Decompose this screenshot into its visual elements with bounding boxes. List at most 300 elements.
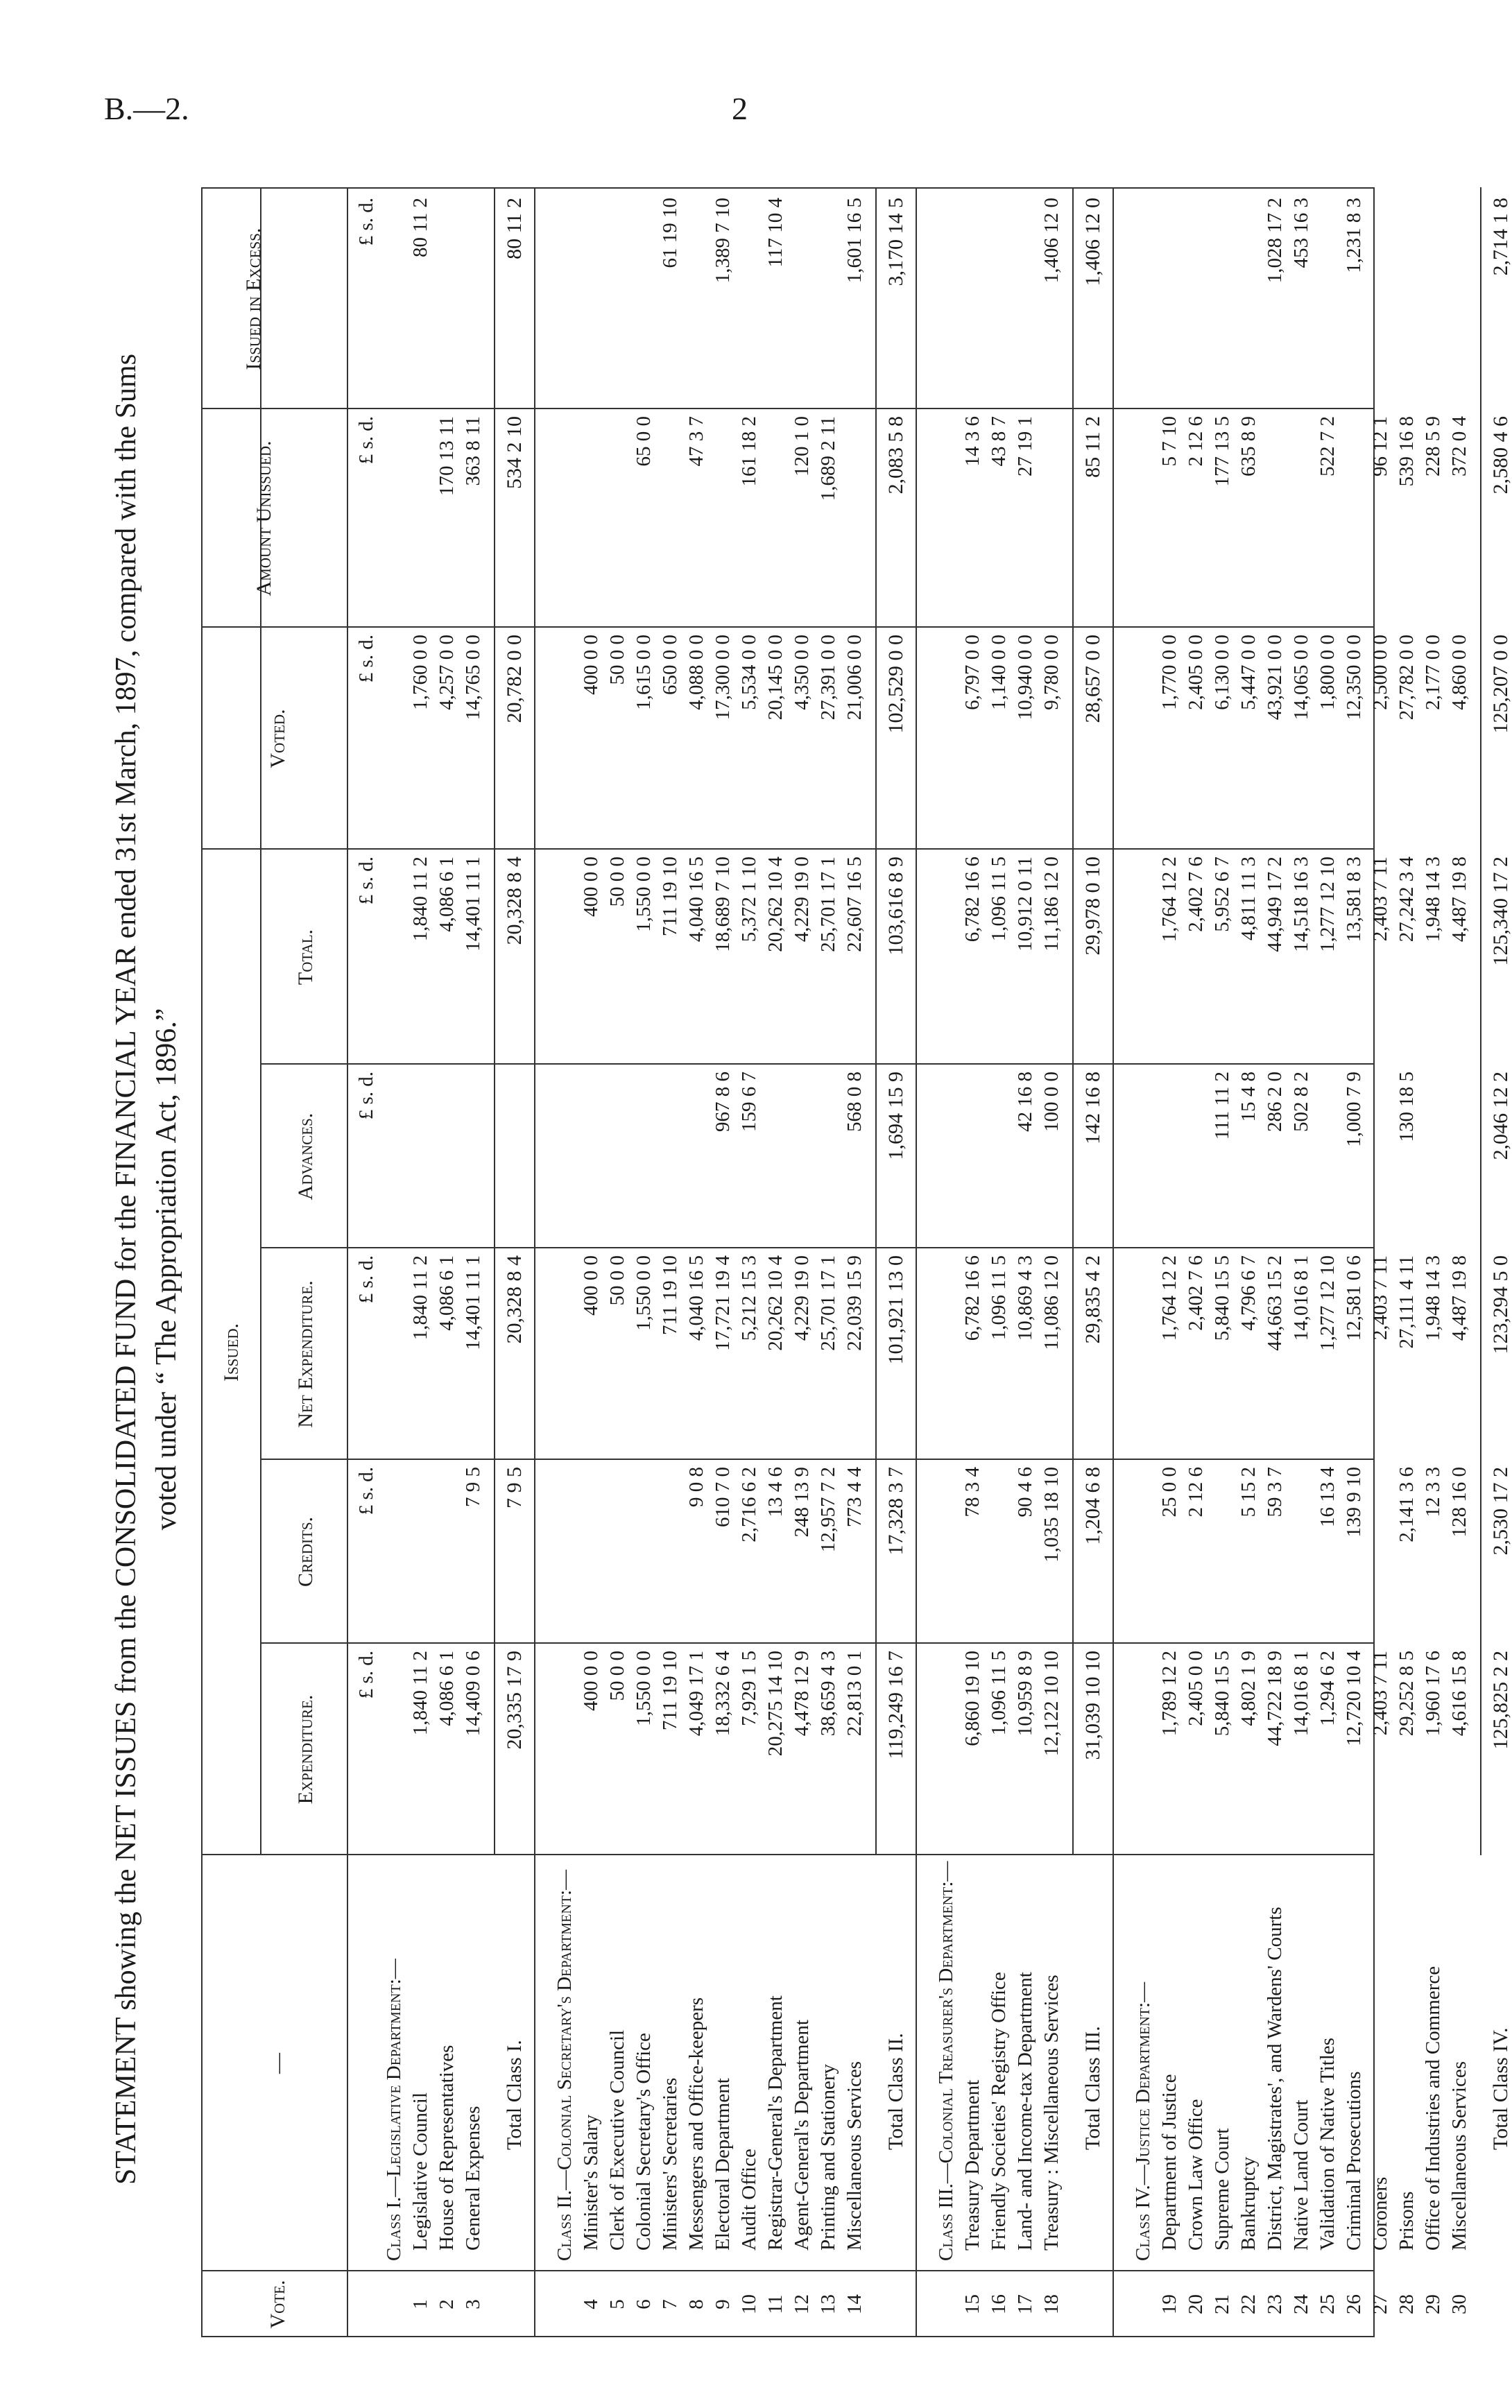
cell-voted: 43,921 0 0	[1264, 635, 1286, 721]
cell-net: 25,701 17 1	[817, 1255, 839, 1351]
cell-exp: 1,550 0 0	[633, 1651, 655, 1726]
cell-voted: 12,350 0 0	[1343, 635, 1365, 721]
lsd-unit-label: £ s. d.	[355, 635, 377, 683]
cell-exp: 711 19 10	[659, 1651, 681, 1730]
cell-net: 4,487 19 8	[1448, 1255, 1470, 1341]
cell-voted: 2,405 0 0	[1185, 635, 1207, 710]
cell-tot: 1,550 0 0	[633, 857, 655, 932]
total-voted: 125,207 0 0	[1489, 635, 1512, 734]
vote-number: 26	[1343, 2294, 1365, 2314]
cell-exp: 1,294 6 2	[1316, 1651, 1339, 1726]
cell-unissued: 43 8 7	[988, 416, 1010, 467]
cell-adv: 568 0 8	[843, 1072, 866, 1132]
cell-net: 1,096 11 5	[988, 1255, 1010, 1341]
cell-tot: 6,782 16 6	[961, 857, 983, 943]
cell-exp: 22,813 0 1	[843, 1651, 866, 1737]
cell-voted: 1,800 0 0	[1316, 635, 1339, 710]
cell-net: 1,277 12 10	[1316, 1255, 1339, 1351]
lsd-unit-label: £ s. d.	[355, 416, 377, 465]
cell-cred: 16 13 4	[1316, 1467, 1339, 1527]
total-excess: 80 11 2	[503, 198, 526, 259]
cell-exp: 38,659 4 3	[817, 1651, 839, 1737]
cell-exp: 4,049 17 1	[685, 1651, 707, 1737]
total-rule	[1480, 187, 1481, 1855]
cell-tot: 2,403 7 11	[1369, 857, 1391, 942]
statement-table	[201, 187, 1512, 2337]
lsd-unit-label: £ s. d.	[355, 1651, 377, 1699]
lsd-unit-label: £ s. d.	[355, 1072, 377, 1120]
vote-name: Prisons	[1395, 2191, 1418, 2251]
class-total-label: Total Class II.	[884, 2033, 907, 2150]
cell-exp: 4,478 12 9	[791, 1651, 813, 1737]
vote-name: Clerk of Executive Council	[606, 2029, 628, 2251]
cell-net: 11,086 12 0	[1040, 1255, 1063, 1350]
cell-unissued: 228 5 9	[1422, 416, 1444, 476]
vote-number: 20	[1185, 2294, 1207, 2314]
cell-excess: 117 10 4	[764, 198, 787, 268]
vote-name: Supreme Court	[1211, 2128, 1233, 2251]
vote-name: District, Magistrates', and Wardens' Courts	[1264, 1907, 1286, 2251]
cell-tot: 1,096 11 5	[988, 857, 1010, 942]
cell-exp: 1,096 11 5	[988, 1651, 1010, 1736]
total-adv: 142 16 8	[1081, 1072, 1104, 1144]
header-total: Total.	[294, 929, 317, 986]
cell-exp: 44,722 18 9	[1264, 1651, 1286, 1746]
vote-name: Printing and Stationery	[817, 2063, 839, 2251]
vote-name: Land- and Income-tax Department	[1014, 1972, 1036, 2251]
vote-number: 2	[436, 2299, 458, 2310]
vote-number: 12	[791, 2294, 813, 2314]
cell-exp: 18,332 6 4	[712, 1651, 734, 1737]
total-net: 101,921 13 0	[884, 1255, 907, 1365]
cell-exp: 4,086 6 1	[436, 1651, 458, 1726]
vote-name: Bankruptcy	[1237, 2156, 1260, 2251]
vote-name: Coroners	[1369, 2176, 1391, 2251]
vote-number: 18	[1040, 2294, 1063, 2314]
class-heading: Class IV.—Justice Department:—	[1132, 1981, 1154, 2261]
cell-exp: 20,275 14 10	[764, 1651, 787, 1757]
cell-adv: 42 16 8	[1014, 1072, 1036, 1132]
vote-number: 21	[1211, 2294, 1233, 2314]
cell-cred: 9 0 8	[685, 1467, 707, 1507]
cell-tot: 2,402 7 6	[1185, 857, 1207, 932]
cell-voted: 650 0 0	[659, 635, 681, 695]
total-net: 123,294 5 0	[1489, 1255, 1512, 1354]
total-rule	[875, 187, 877, 1855]
cell-voted: 17,300 0 0	[712, 635, 734, 721]
vote-name: Validation of Native Titles	[1316, 2038, 1339, 2251]
vote-name: Ministers' Secretaries	[659, 2077, 681, 2251]
header-dash: —	[266, 2053, 289, 2074]
statement-title-line1: STATEMENT showing the NET ISSUES from the CONSOLIDATED FUND for the FINANCIAL YEAR ended 31st March, 1897, compared with the Sums	[110, 353, 142, 2185]
cell-excess: 80 11 2	[409, 198, 431, 257]
total-tot: 103,616 8 9	[884, 857, 907, 956]
cell-cred: 773 4 4	[843, 1467, 866, 1527]
vote-number: 27	[1369, 2294, 1391, 2314]
vote-number: 16	[988, 2294, 1010, 2314]
class-total-label: Total Class III.	[1081, 2026, 1104, 2150]
cell-cred: 2 12 6	[1185, 1467, 1207, 1517]
cell-voted: 27,782 0 0	[1395, 635, 1418, 721]
cell-net: 14,016 8 1	[1290, 1255, 1312, 1341]
total-unissued: 534 2 10	[503, 416, 526, 489]
cell-unissued: 372 0 4	[1448, 416, 1470, 476]
cell-cred: 139 9 10	[1343, 1467, 1365, 1538]
cell-tot: 11,186 12 0	[1040, 857, 1063, 952]
vote-number: 30	[1448, 2294, 1470, 2314]
cell-tot: 1,948 14 3	[1422, 857, 1444, 943]
total-voted: 102,529 0 0	[884, 635, 907, 734]
class-heading: Class III.—Colonial Treasurer's Department:—	[935, 1861, 957, 2261]
cell-voted: 1,140 0 0	[988, 635, 1010, 710]
cell-net: 1,948 14 3	[1422, 1255, 1444, 1341]
cell-unissued: 65 0 0	[633, 416, 655, 467]
header-credits: Credits.	[294, 1517, 317, 1588]
vote-number: 11	[764, 2294, 787, 2314]
cell-voted: 1,760 0 0	[409, 635, 431, 710]
vote-number: 9	[712, 2299, 734, 2310]
vote-name: Office of Industries and Commerce	[1422, 1966, 1444, 2251]
header-expenditure: Expenditure.	[294, 1694, 317, 1805]
cell-net: 50 0 0	[606, 1255, 628, 1306]
cell-voted: 400 0 0	[580, 635, 602, 695]
cell-tot: 50 0 0	[606, 857, 628, 907]
cell-excess: 453 16 3	[1290, 198, 1312, 268]
vote-name: Native Land Court	[1290, 2099, 1312, 2251]
cell-net: 5,212 15 3	[738, 1255, 760, 1341]
class-total-label: Total Class IV.	[1489, 2027, 1512, 2150]
cell-adv: 1,000 7 9	[1343, 1072, 1365, 1147]
header-advances: Advances.	[294, 1112, 317, 1201]
cell-tot: 14,518 16 3	[1290, 857, 1312, 952]
cell-tot: 4,040 16 5	[685, 857, 707, 943]
cell-net: 4,229 19 0	[791, 1255, 813, 1341]
cell-net: 4,796 6 7	[1237, 1255, 1260, 1331]
cell-cred: 59 3 7	[1264, 1467, 1286, 1517]
cell-excess: 1,231 8 3	[1343, 198, 1365, 273]
cell-voted: 5,447 0 0	[1237, 635, 1260, 710]
total-unissued: 2,083 5 8	[884, 416, 907, 495]
class-heading: Class I.—Legislative Department:—	[383, 1959, 405, 2261]
cell-net: 1,764 12 2	[1158, 1255, 1180, 1341]
cell-exp: 1,960 17 6	[1422, 1651, 1444, 1737]
vote-number: 8	[685, 2299, 707, 2310]
vote-name: Treasury : Miscellaneous Services	[1040, 1975, 1063, 2251]
total-exp: 20,335 17 9	[503, 1651, 526, 1750]
cell-cred: 12 3 3	[1422, 1467, 1444, 1517]
cell-net: 1,550 0 0	[633, 1255, 655, 1331]
cell-exp: 7,929 1 5	[738, 1651, 760, 1726]
vote-name: Registrar-General's Department	[764, 1995, 787, 2251]
cell-cred: 12,957 7 2	[817, 1467, 839, 1553]
total-cred: 17,328 3 7	[884, 1467, 907, 1556]
total-rule	[494, 187, 495, 1855]
total-adv: 2,046 12 2	[1489, 1072, 1512, 1160]
cell-tot: 10,912 0 11	[1014, 857, 1036, 952]
cell-unissued: 96 12 1	[1369, 416, 1391, 476]
cell-voted: 14,765 0 0	[462, 635, 484, 721]
class-separator	[916, 187, 917, 2337]
cell-exp: 12,122 10 10	[1040, 1651, 1063, 1757]
cell-excess: 1,028 17 2	[1264, 198, 1286, 284]
total-voted: 20,782 0 0	[503, 635, 526, 723]
vote-name: Electoral Department	[712, 2078, 734, 2251]
vote-name: Legislative Council	[409, 2092, 431, 2251]
cell-exp: 1,789 12 2	[1158, 1651, 1180, 1737]
cell-tot: 400 0 0	[580, 857, 602, 917]
vote-number: 5	[606, 2299, 628, 2310]
cell-adv: 100 0 0	[1040, 1072, 1063, 1132]
vote-number: 23	[1264, 2294, 1286, 2314]
cell-unissued: 170 13 11	[436, 416, 458, 496]
cell-voted: 9,780 0 0	[1040, 635, 1063, 710]
total-tot: 20,328 8 4	[503, 857, 526, 945]
page-number: 2	[732, 91, 748, 126]
cell-cred: 128 16 0	[1448, 1467, 1470, 1538]
cell-voted: 5,534 0 0	[738, 635, 760, 710]
lsd-unit-label: £ s. d.	[355, 1467, 377, 1515]
cell-exp: 4,802 1 9	[1237, 1651, 1260, 1726]
vote-name: Audit Office	[738, 2149, 760, 2251]
cell-net: 5,840 15 5	[1211, 1255, 1233, 1341]
cell-voted: 20,145 0 0	[764, 635, 787, 721]
cell-unissued: 5 7 10	[1158, 416, 1180, 467]
cell-adv: 15 4 8	[1237, 1072, 1260, 1122]
cell-unissued: 120 1 0	[791, 416, 813, 476]
vote-number: 14	[843, 2294, 866, 2314]
cell-tot: 4,086 6 1	[436, 857, 458, 932]
vote-number: 19	[1158, 2294, 1180, 2314]
cell-net: 44,663 15 2	[1264, 1255, 1286, 1351]
cell-cred: 1,035 18 10	[1040, 1467, 1063, 1563]
cell-net: 27,111 4 11	[1395, 1255, 1418, 1349]
cell-cred: 25 0 0	[1158, 1467, 1180, 1517]
cell-unissued: 177 13 5	[1211, 416, 1233, 487]
vote-number: 7	[659, 2299, 681, 2310]
vote-name: Treasury Department	[961, 2079, 983, 2251]
class-heading: Class II.—Colonial Secretary's Department:—	[553, 1869, 576, 2261]
cell-net: 4,086 6 1	[436, 1255, 458, 1331]
cell-voted: 1,770 0 0	[1158, 635, 1180, 710]
total-exp: 31,039 10 10	[1081, 1651, 1104, 1760]
header-issued: Issued.	[220, 1323, 243, 1382]
cell-exp: 2,405 0 0	[1185, 1651, 1207, 1726]
cell-voted: 2,177 0 0	[1422, 635, 1444, 710]
cell-cred: 90 4 6	[1014, 1467, 1036, 1517]
cell-unissued: 363 8 11	[462, 416, 484, 486]
cell-voted: 4,860 0 0	[1448, 635, 1470, 710]
cell-net: 17,721 19 4	[712, 1255, 734, 1351]
total-excess: 1,406 12 0	[1081, 198, 1104, 286]
cell-voted: 1,615 0 0	[633, 635, 655, 710]
cell-cred: 2,716 6 2	[738, 1467, 760, 1542]
cell-unissued: 522 7 2	[1316, 416, 1339, 476]
vote-name: Minister's Salary	[580, 2114, 602, 2251]
statement-title-line2: voted under “ The Appropriation Act, 1896.”	[151, 1008, 182, 1531]
lsd-unit-label: £ s. d.	[355, 198, 377, 246]
vote-number: 22	[1237, 2294, 1260, 2314]
class-total-label: Total Class I.	[503, 2040, 526, 2150]
cell-net: 22,039 15 9	[843, 1255, 866, 1351]
cell-unissued: 1,689 2 11	[817, 416, 839, 501]
lsd-unit-label: £ s. d.	[355, 1255, 377, 1304]
cell-adv: 286 2 0	[1264, 1072, 1286, 1132]
cell-unissued: 635 8 9	[1237, 416, 1260, 476]
cell-exp: 12,720 10 4	[1343, 1651, 1365, 1746]
document-reference: B.—2.	[104, 91, 189, 126]
cell-excess: 1,389 7 10	[712, 198, 734, 284]
cell-adv: 111 11 2	[1211, 1072, 1233, 1140]
cell-voted: 4,350 0 0	[791, 635, 813, 710]
total-exp: 119,249 16 7	[884, 1651, 907, 1760]
cell-exp: 2,403 7 11	[1369, 1651, 1391, 1736]
cell-tot: 13,581 8 3	[1343, 857, 1365, 943]
vote-number: 17	[1014, 2294, 1036, 2314]
vote-number: 28	[1395, 2294, 1418, 2314]
cell-tot: 1,277 12 10	[1316, 857, 1339, 952]
vote-number: 3	[462, 2299, 484, 2310]
cell-voted: 14,065 0 0	[1290, 635, 1312, 721]
cell-tot: 44,949 17 2	[1264, 857, 1286, 952]
vote-number: 24	[1290, 2294, 1312, 2314]
cell-adv: 502 8 2	[1290, 1072, 1312, 1132]
vote-number: 1	[409, 2299, 431, 2310]
vote-name: Messengers and Office-keepers	[685, 1997, 707, 2251]
vote-name: Crown Law Office	[1185, 2099, 1207, 2251]
cell-tot: 14,401 11 1	[462, 857, 484, 952]
cell-net: 711 19 10	[659, 1255, 681, 1335]
cell-net: 4,040 16 5	[685, 1255, 707, 1341]
cell-unissued: 47 3 7	[685, 416, 707, 467]
cell-tot: 4,811 11 3	[1237, 857, 1260, 941]
cell-net: 1,840 11 2	[409, 1255, 431, 1341]
header-vote: Vote.	[266, 2280, 289, 2329]
vote-name: General Expenses	[462, 2106, 484, 2251]
cell-exp: 1,840 11 2	[409, 1651, 431, 1736]
vote-name: Friendly Societies' Registry Office	[988, 1972, 1010, 2251]
cell-net: 2,402 7 6	[1185, 1255, 1207, 1331]
cell-net: 20,262 10 4	[764, 1255, 787, 1351]
vote-name: Agent-General's Department	[791, 2020, 813, 2251]
total-unissued: 85 11 2	[1081, 416, 1104, 478]
cell-unissued: 539 16 8	[1395, 416, 1418, 487]
cell-unissued: 161 18 2	[738, 416, 760, 487]
cell-unissued: 27 19 1	[1014, 416, 1036, 476]
cell-tot: 5,952 6 7	[1211, 857, 1233, 932]
header-voted: Voted.	[266, 709, 289, 768]
total-cred: 2,530 17 2	[1489, 1467, 1512, 1556]
cell-excess: 61 19 10	[659, 198, 681, 268]
total-unissued: 2,580 4 6	[1489, 416, 1512, 495]
vote-number: 6	[633, 2299, 655, 2310]
cell-tot: 5,372 1 10	[738, 857, 760, 943]
cell-exp: 29,252 8 5	[1395, 1651, 1418, 1737]
vote-number: 4	[580, 2299, 602, 2310]
cell-voted: 4,088 0 0	[685, 635, 707, 710]
class-separator	[1112, 187, 1114, 2337]
cell-tot: 711 19 10	[659, 857, 681, 936]
cell-tot: 4,229 19 0	[791, 857, 813, 943]
cell-unissued: 14 3 6	[961, 416, 983, 467]
cell-voted: 6,130 0 0	[1211, 635, 1233, 710]
vote-name: Miscellaneous Services	[843, 2061, 866, 2251]
total-excess: 2,714 1 8	[1489, 198, 1512, 276]
cell-exp: 14,016 8 1	[1290, 1651, 1312, 1737]
vote-name: Miscellaneous Services	[1448, 2061, 1470, 2251]
cell-voted: 27,391 0 0	[817, 635, 839, 721]
cell-voted: 2,500 0 0	[1369, 635, 1391, 710]
cell-net: 400 0 0	[580, 1255, 602, 1316]
cell-cred: 5 15 2	[1237, 1467, 1260, 1517]
total-cred: 7 9 5	[503, 1467, 526, 1508]
cell-exp: 4,616 15 8	[1448, 1651, 1470, 1737]
cell-exp: 6,860 19 10	[961, 1651, 983, 1746]
cell-voted: 10,940 0 0	[1014, 635, 1036, 721]
cell-exp: 400 0 0	[580, 1651, 602, 1711]
rotated-statement	[104, 173, 1512, 2365]
cell-exp: 10,959 8 9	[1014, 1651, 1036, 1737]
header-net-expenditure: Net Expenditure.	[294, 1280, 317, 1428]
cell-cred: 248 13 9	[791, 1467, 813, 1538]
cell-tot: 22,607 16 5	[843, 857, 866, 952]
cell-net: 10,869 4 3	[1014, 1255, 1036, 1341]
cell-exp: 14,409 0 6	[462, 1651, 484, 1737]
cell-voted: 6,797 0 0	[961, 635, 983, 710]
cell-cred: 610 7 0	[712, 1467, 734, 1527]
vote-number: 13	[817, 2294, 839, 2314]
total-rule	[1072, 187, 1074, 1855]
cell-tot: 4,487 19 8	[1448, 857, 1470, 943]
total-cred: 1,204 6 8	[1081, 1467, 1104, 1545]
total-excess: 3,170 14 5	[884, 198, 907, 286]
header-amount-unissued: Amount Unissued.	[252, 440, 275, 596]
total-exp: 125,825 2 2	[1489, 1651, 1512, 1750]
cell-cred: 78 3 4	[961, 1467, 983, 1517]
cell-excess: 1,601 16 5	[843, 198, 866, 284]
cell-net: 14,401 11 1	[462, 1255, 484, 1350]
total-adv: 1,694 15 9	[884, 1072, 907, 1160]
cell-adv: 159 6 7	[738, 1072, 760, 1132]
total-voted: 28,657 0 0	[1081, 635, 1104, 723]
cell-adv: 967 8 6	[712, 1072, 734, 1132]
cell-net: 2,403 7 11	[1369, 1255, 1391, 1341]
vote-number: 25	[1316, 2294, 1339, 2314]
cell-excess: 1,406 12 0	[1040, 198, 1063, 284]
total-net: 20,328 8 4	[503, 1255, 526, 1344]
vote-name: Department of Justice	[1158, 2074, 1180, 2251]
cell-tot: 18,689 7 10	[712, 857, 734, 952]
cell-cred: 7 9 5	[462, 1467, 484, 1507]
header-issued-in-excess: Issued in Excess.	[242, 227, 265, 370]
cell-voted: 50 0 0	[606, 635, 628, 685]
cell-tot: 25,701 17 1	[817, 857, 839, 952]
cell-tot: 1,840 11 2	[409, 857, 431, 942]
total-net: 29,835 4 2	[1081, 1255, 1104, 1344]
total-tot: 29,978 0 10	[1081, 857, 1104, 956]
cell-net: 6,782 16 6	[961, 1255, 983, 1341]
cell-net: 12,581 0 6	[1343, 1255, 1365, 1341]
class-separator	[534, 187, 535, 2337]
cell-voted: 4,257 0 0	[436, 635, 458, 710]
cell-voted: 21,006 0 0	[843, 635, 866, 721]
cell-cred: 13 4 6	[764, 1467, 787, 1517]
vote-name: Criminal Prosecutions	[1343, 2071, 1365, 2251]
vote-name: House of Representatives	[436, 2045, 458, 2251]
vote-number: 29	[1422, 2294, 1444, 2314]
cell-cred: 2,141 3 6	[1395, 1467, 1418, 1542]
cell-tot: 1,764 12 2	[1158, 857, 1180, 943]
lsd-unit-label: £ s. d.	[355, 857, 377, 905]
